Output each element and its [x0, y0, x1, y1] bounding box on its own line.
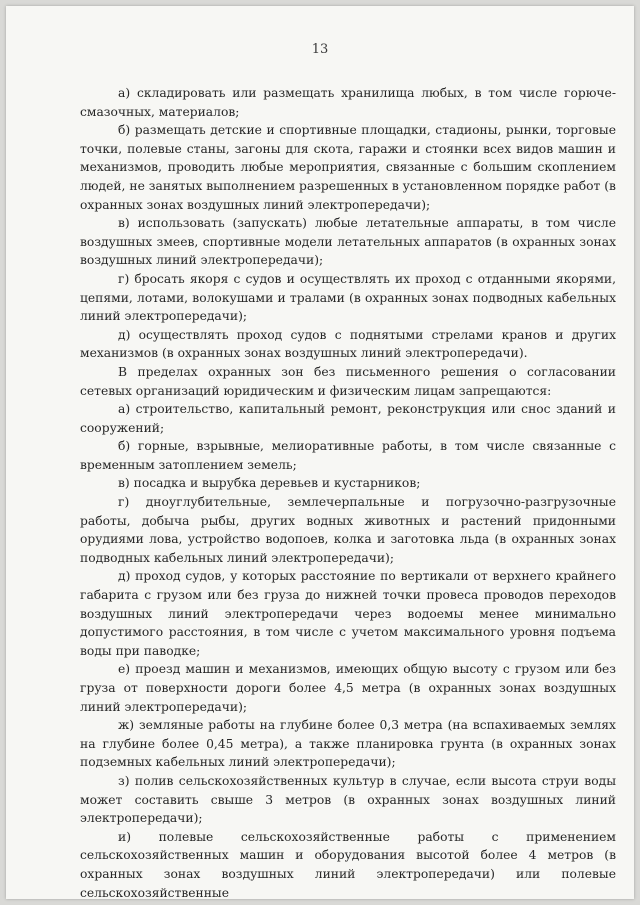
paragraph: а) складировать или размещать хранилища любых, в том числе горюче-смазочных, материалов;	[80, 86, 616, 119]
document-body	[80, 84, 616, 899]
paragraph: ж) земляные работы на глубине более 0,3 метра (на вспахиваемых землях на глубине более 0,45 метра), а также планировка грунта (в охранных зонах подземных кабельных линий электропередачи);	[80, 718, 616, 770]
paragraph: з) полив сельскохозяйственных культур в случае, если высота струи воды может составить свыше 3 метров (в охранных зонах воздушных линий электропередачи);	[80, 773, 616, 826]
document-page	[6, 6, 634, 899]
paragraph: а) строительство, капитальный ремонт, реконструкция или снос зданий и сооружений;	[80, 402, 616, 435]
paragraph: в) использовать (запускать) любые летательные аппараты, в том числе воздушных змеев, спортивные модели летательных аппаратов (в охранных зонах воздушных линий электропередачи);	[80, 216, 616, 268]
paragraph: е) проезд машин и механизмов, имеющих общую высоту с грузом или без груза от поверхности дороги более 4,5 метра (в охранных зонах воздушных линий электропередачи);	[80, 662, 616, 714]
paragraph: в) посадка и вырубка деревьев и кустарников;	[118, 476, 421, 491]
paragraph: д) проход судов, у которых расстояние по вертикали от верхнего крайнего габарита с грузом или без груза до нижней точки провеса проводов переходов воздушных линий электропередачи через водоемы менее минимально допустимого расстояния, в том числе с учетом максимального уровня подъема воды при паводке;	[80, 569, 616, 658]
paragraph: г) бросать якоря с судов и осуществлять их проход с отданными якорями, цепями, лотами, волокушами и тралами (в охранных зонах подводных кабельных линий электропередачи);	[80, 271, 616, 324]
paragraph: д) осуществлять проход судов с поднятыми стрелами кранов и других механизмов (в охранных зонах воздушных линий электропередачи).	[80, 327, 616, 361]
paragraph: б) размещать детские и спортивные площадки, стадионы, рынки, торговые точки, полевые станы, загоны для скота, гаражи и стоянки всех видов машин и механизмов, проводить любые мероприятия, связанные с большим скоплением людей, не занятых выполнением разрешенных в установленном порядке работ (в охранных зонах воздушных линий электропередачи);	[80, 123, 616, 212]
paragraph: г) дноуглубительные, землечерпальные и погрузочно-разгрузочные работы, добыча рыбы, других водных животных и растений придонными орудиями лова, устройство водопоев, колка и заготовка льда (в охранных зонах подводных кабельных линий электропередачи);	[80, 495, 616, 565]
paragraph: б) горные, взрывные, мелиоративные работы, в том числе связанные с временным затоплением земель;	[80, 439, 616, 472]
page-number: 13	[311, 42, 329, 57]
paragraph: и) полевые сельскохозяйственные работы с применением сельскохозяйственных машин и оборудования высотой более 4 метров (в охранных зонах воздушных линий электропередачи) или полевые сельскохозяйственные	[80, 829, 616, 899]
paragraph: В пределах охранных зон без письменного решения о согласовании сетевых организаций юридическим и физическим лицам запрещаются:	[80, 364, 616, 398]
